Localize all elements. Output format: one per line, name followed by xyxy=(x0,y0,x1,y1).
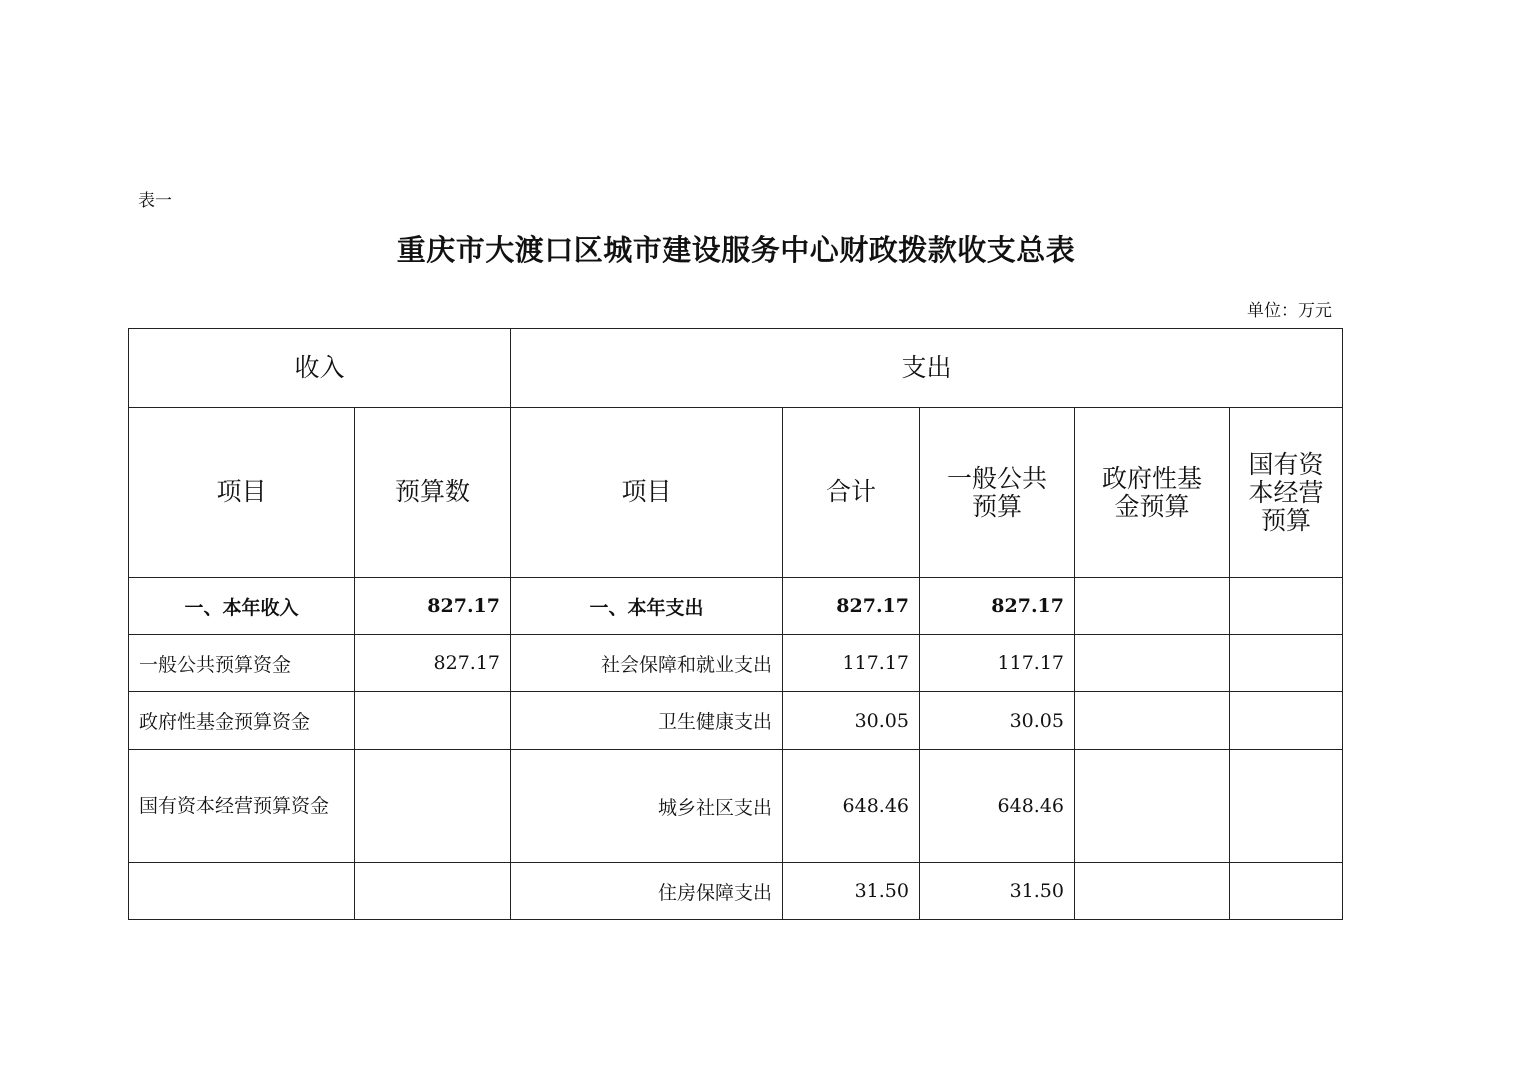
exp-item-cell: 社会保障和就业支出 xyxy=(511,635,783,692)
exp-state-capital-cell xyxy=(1230,578,1343,635)
income-header: 收入 xyxy=(129,329,511,408)
page-title: 重庆市大渡口区城市建设服务中心财政拨款收支总表 xyxy=(396,233,1076,267)
exp-total-cell: 117.17 xyxy=(783,635,920,692)
income-budget-cell xyxy=(355,692,511,750)
exp-state-capital-cell xyxy=(1230,635,1343,692)
income-budget-header: 预算数 xyxy=(355,408,511,578)
exp-gov-fund-cell xyxy=(1075,635,1230,692)
exp-general-header xyxy=(920,408,1075,578)
exp-gov-fund-header xyxy=(1075,408,1230,578)
exp-total-cell: 648.46 xyxy=(783,750,920,863)
exp-total-cell: 31.50 xyxy=(783,863,920,920)
income-item-cell: 一般公共预算资金 xyxy=(129,635,355,692)
income-budget-cell: 827.17 xyxy=(355,578,511,635)
exp-general-cell: 30.05 xyxy=(920,692,1075,750)
income-budget-cell xyxy=(355,750,511,863)
income-item-header: 项目 xyxy=(129,408,355,578)
exp-general-cell: 827.17 xyxy=(920,578,1075,635)
table-label: 表一 xyxy=(138,191,172,211)
unit-label: 单位：万元 xyxy=(1247,301,1332,321)
exp-general-cell: 31.50 xyxy=(920,863,1075,920)
exp-gov-fund-cell xyxy=(1075,863,1230,920)
exp-general-cell: 648.46 xyxy=(920,750,1075,863)
table-row xyxy=(129,692,1343,750)
exp-state-capital-cell xyxy=(1230,692,1343,750)
exp-state-capital-cell xyxy=(1230,750,1343,863)
exp-total-cell: 30.05 xyxy=(783,692,920,750)
exp-state-capital-header xyxy=(1230,408,1343,578)
exp-general-cell: 117.17 xyxy=(920,635,1075,692)
exp-total-header: 合计 xyxy=(783,408,920,578)
exp-gov-fund-cell xyxy=(1075,578,1230,635)
expenditure-header: 支出 xyxy=(511,329,1343,408)
exp-gov-fund-cell xyxy=(1075,750,1230,863)
exp-item-cell: 住房保障支出 xyxy=(511,863,783,920)
income-item-cell: 国有资本经营预算资金 xyxy=(129,750,355,863)
income-budget-cell: 827.17 xyxy=(355,635,511,692)
exp-general-header-line1: 一般公共 xyxy=(946,463,1047,493)
table-row xyxy=(129,578,1343,635)
exp-gov-fund-header-line1: 政府性基 xyxy=(1101,463,1202,493)
exp-gov-fund-cell xyxy=(1075,692,1230,750)
income-item-cell xyxy=(129,863,355,920)
income-item-cell: 一、本年收入 xyxy=(129,578,355,635)
exp-state-capital-header-line3: 预算 xyxy=(1260,505,1311,535)
exp-item-cell: 城乡社区支出 xyxy=(511,750,783,863)
budget-table xyxy=(128,328,1343,920)
income-item-cell: 政府性基金预算资金 xyxy=(129,692,355,750)
income-budget-cell xyxy=(355,863,511,920)
exp-state-capital-header-line2: 本经营 xyxy=(1248,477,1324,507)
exp-item-cell: 一、本年支出 xyxy=(511,578,783,635)
exp-general-header-line2: 预算 xyxy=(971,491,1022,521)
table-row xyxy=(129,750,1343,863)
table-row xyxy=(129,863,1343,920)
exp-gov-fund-header-line2: 金预算 xyxy=(1114,491,1190,521)
exp-state-capital-header-line1: 国有资 xyxy=(1248,449,1324,479)
exp-item-cell: 卫生健康支出 xyxy=(511,692,783,750)
exp-item-header: 项目 xyxy=(511,408,783,578)
exp-state-capital-cell xyxy=(1230,863,1343,920)
table-row xyxy=(129,635,1343,692)
exp-total-cell: 827.17 xyxy=(783,578,920,635)
